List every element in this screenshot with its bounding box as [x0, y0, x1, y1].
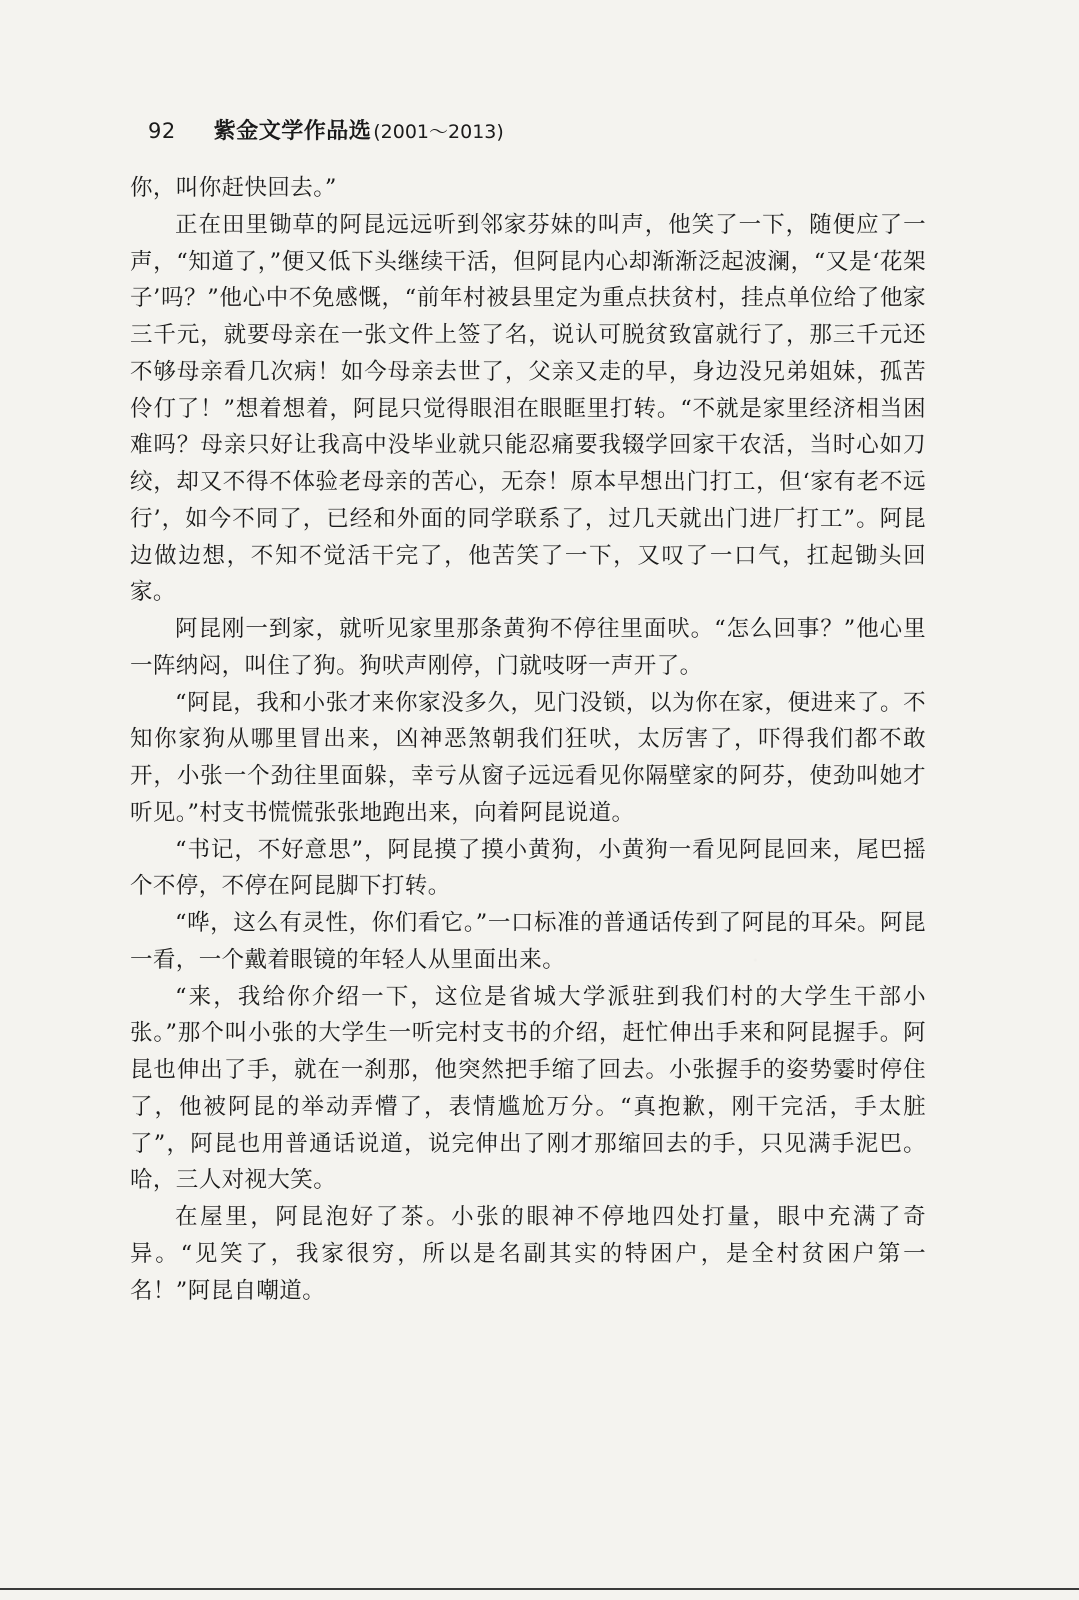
- paragraph: 你，叫你赶快回去。”: [130, 175, 337, 201]
- running-header: [148, 114, 504, 144]
- page-bottom-edge: [0, 1588, 1079, 1590]
- paragraph: “书记，不好意思”，阿昆摸了摸小黄狗，小黄狗一看见阿昆回来，尾巴摇个不停，不停在阿昆脚下打转。: [130, 836, 926, 900]
- book-years: (2001～2013): [373, 121, 504, 143]
- paragraph: 正在田里锄草的阿昆远远听到邻家芬妹的叫声，他笑了一下，随便应了一声，“知道了，”便又低下头继续干活，但阿昆内心却渐渐泛起波澜，“又是‘花架子’吗？”他心中不免感慨，“前年村被县里定为重点扶贫村，挂点单位给了他家三千元，就要母亲在一张文件上签了名，说认可脱贫致富就行了，那三千元还不够母亲看几次病！如今母亲去世了，父亲又走的早，身边没兄弟姐妹，孤苦伶仃了！”想着想着，阿昆只觉得眼泪在眼眶里打转。“不就是家里经济相当困难吗？母亲只好让我高中没毕业就只能忍痛要我辍学回家干农活，当时心如刀绞，却又不得不体验老母亲的苦心，无奈！原本早想出门打工，但‘家有老不远行’，如今不同了，已经和外面的同学联系了，过几天就出门进厂打工”。阿昆边做边想，不知不觉活干完了，他苦笑了一下，又叹了一口气，扛起锄头回家。: [130, 211, 926, 606]
- body-text: [130, 170, 926, 1309]
- paragraph: 在屋里，阿昆泡好了茶。小张的眼神不停地四处打量，眼中充满了奇异。“见笑了，我家很穷，所以是名副其实的特困户，是全村贫困户第一名！”阿昆自嘲道。: [130, 1204, 926, 1304]
- paragraph: “哗，这么有灵性，你们看它。”一口标准的普通话传到了阿昆的耳朵。阿昆一看，一个戴着眼镜的年轻人从里面出来。: [130, 910, 926, 973]
- book-title: 紫金文学作品选: [213, 119, 372, 144]
- paragraph: “来，我给你介绍一下，这位是省城大学派驻到我们村的大学生干部小张。”那个叫小张的大学生一听完村支书的介绍，赶忙伸出手来和阿昆握手。阿昆也伸出了手，就在一刹那，他突然把手缩了回去。小张握手的姿势霎时停住了，他被阿昆的举动弄懵了，表情尴尬万分。“真抱歉，刚干完活，手太脏了”，阿昆也用普通话说道，说完伸出了刚才那缩回去的手，只见满手泥巴。哈，三人对视大笑。: [130, 983, 926, 1194]
- paragraph: “阿昆，我和小张才来你家没多久，见门没锁，以为你在家，便进来了。不知你家狗从哪里冒出来，凶神恶煞朝我们狂吠，太厉害了，吓得我们都不敢开，小张一个劲往里面躲，幸亏从窗子远远看见你隔壁家的阿芬，使劲叫她才听见。”村支书慌慌张张地跑出来，向着阿昆说道。: [130, 689, 926, 826]
- page-number: 92: [148, 119, 176, 143]
- paragraph: 阿昆刚一到家，就听见家里那条黄狗不停往里面吠。“怎么回事？”他心里一阵纳闷，叫住了狗。狗吠声刚停，门就吱呀一声开了。: [130, 616, 926, 679]
